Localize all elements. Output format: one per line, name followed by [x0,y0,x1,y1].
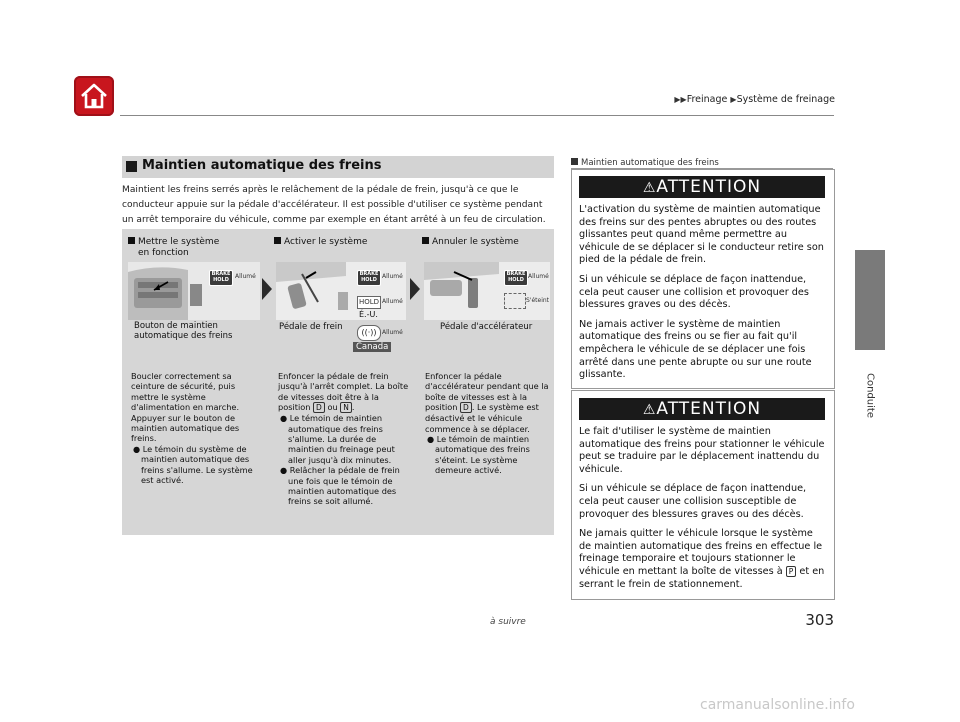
brake-hold-indicator: BRAKE HOLD [209,270,233,286]
accelerator-pedal-drawing [424,262,550,320]
bullet-icon: ● [133,443,143,454]
section-marker-icon [126,161,137,172]
warning-title-bar-1: ⚠ATTENTION [579,176,825,198]
breadcrumb-item[interactable]: Freinage [686,94,728,105]
header-divider [120,115,834,116]
hold-indicator: HOLD [357,296,381,309]
us-label: É.-U. [359,310,378,319]
side-note-label: Maintien automatique des freins [571,158,719,168]
indicator-on-label: Allumé [382,329,403,336]
step-heading-turn-on: Mettre le système en fonction [128,237,258,259]
chapter-tab[interactable] [855,250,885,350]
callout-brake-pedal: Pédale de frein [279,322,343,332]
watermark: carmanualsonline.info [700,697,855,713]
heading-marker-icon [274,237,281,244]
next-step-arrow-icon [262,278,272,300]
continued-label: à suivre [490,617,526,627]
dashboard-button-illustration [128,262,260,320]
breadcrumb-item[interactable]: Système de freinage [736,94,835,105]
bullet-icon: ● [427,434,437,445]
callout-brake-hold-button: Bouton de maintien automatique des freins [134,321,233,341]
step-instructions-turn-on: Boucler correctement sa ceinture de sécurité, puis mettre le système d'alimentation en marche. Appuyer sur le bouton de maintien automatique des freins. ● Le témoin du système de maintien automatique des freins s'allume. Le système est activé. [131,371,253,486]
indicator-on-label: Allumé [235,273,256,280]
warning-text-2: Le fait d'utiliser le système de maintien automatique des freins pour stationner le véhicule peut se traduire par le déplacement inattendu du véhicule. Si un véhicule se déplace de façon inattendue, cela peut causer une collision susceptible de provoquer des blessures graves ou des décès. Ne jamais quitter le véhicule lorsque le système de maintien automatique des freins en effectue le freinage temporaire et toujours stationner le véhicule en mettant la boîte de vitesses à P et en serrant le frein de stationnement. [579,426,825,590]
home-icon [79,82,109,110]
callout-accelerator-pedal: Pédale d'accélérateur [440,322,533,332]
indicator-on-label: Allumé [382,273,403,280]
indicator-off-icon [504,293,526,309]
gear-key-p: P [786,566,797,577]
heading-marker-icon [128,237,135,244]
chapter-tab-label: Conduite [864,373,876,418]
indicator-on-label: Allumé [382,298,403,305]
section-title: Maintien automatique des freins [142,158,382,173]
bullet-icon: ● [280,413,290,424]
warning-title-bar-2: ⚠ATTENTION [579,398,825,420]
breadcrumb [660,94,835,105]
section-intro: Maintient les freins serrés après le relâchement de la pédale de frein, jusqu'à ce que le conducteur appuie sur la pédale d'accélérateur. Il est possible d'utiliser ce système pendant un arrêt temporaire du véhicule, comme par exemple en étant arrêté à un feu de circulation. [122,185,546,225]
bullet-icon: ● [280,465,290,476]
indicator-off-label: S'éteint [526,297,550,304]
gear-key-n: N [340,402,352,413]
brake-pedal-drawing [276,262,406,320]
warning-text-1: L'activation du système de maintien automatique des freins sur des pentes abruptes ou des routes glissantes peut quand même permettre au véhicule de se déplacer si le conducteur retire son pied de la pédale de frein. Si un véhicule se déplace de façon inattendue, cela peut causer une collision et provoquer des blessures graves ou des décès. Ne jamais activer le système de maintien automatique des freins ou se fier au fait qu'il empêchera le véhicule de se déplacer une fois arrêté dans une pente abrupte ou sur une route glissante. [579,204,824,381]
accelerator-pedal-illustration [424,262,550,320]
note-marker-icon [571,158,578,165]
step-instructions-cancel: Enfoncer la pédale d'accélérateur pendant que la boîte de vitesses est à la position D . Le système est désactivé et le véhicule commence à se déplacer. ● Le témoin de maintien automatique des freins s'éteint. Le système demeure activé. [425,371,549,476]
warning-triangle-icon: ⚠ [642,180,657,196]
step-heading-activate: Activer le système [274,237,404,248]
brake-hold-circle-icon: ((·)) [357,325,381,341]
canada-label: Canada [353,342,391,352]
step-instructions-activate: Enfoncer la pédale de frein jusqu'à l'arrêt complet. La boîte de vitesses doit être à la position D ou N . ● Le témoin de maintien automatique des freins s'allume. La durée de maintien du freinage peut aller jusqu'à dix minutes. ● Relâcher la pédale de frein une fois que le témoin de maintien automatique des freins se soit allumé. [278,371,409,507]
brake-hold-indicator: BRAKE HOLD [357,270,381,286]
step-heading-cancel: Annuler le système [422,237,552,248]
dashboard-drawing [128,262,260,320]
warning-triangle-icon: ⚠ [642,402,657,418]
next-step-arrow-icon [410,278,420,300]
home-button[interactable] [74,76,114,116]
indicator-on-label: Allumé [528,273,549,280]
page-number: 303 [805,611,834,629]
heading-marker-icon [422,237,429,244]
brake-hold-indicator: BRAKE HOLD [504,270,528,286]
gear-key-d: D [460,402,472,413]
chevron-right-icon: ▶ [730,95,737,104]
chevron-right-icon: ▶▶ [674,95,687,104]
brake-pedal-illustration [276,262,406,320]
gear-key-d: D [313,402,325,413]
